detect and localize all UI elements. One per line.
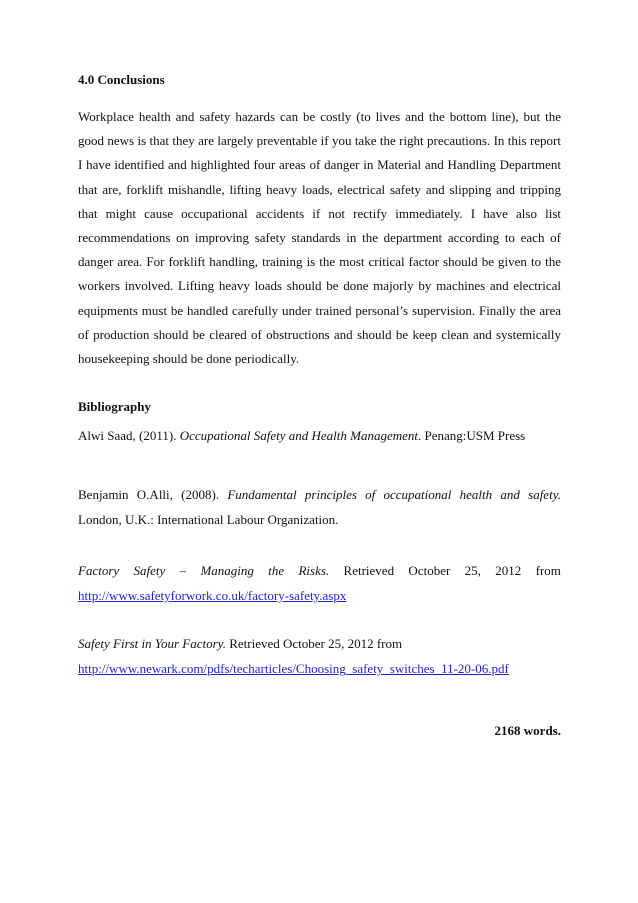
conclusions-paragraph: Workplace health and safety hazards can be costly (to lives and the bottom line), but the good news is that they are largely preventable if you take the right precautions. In this report I have identified and highlighted four areas of danger in Material and Handling Department that are, forklift mishandle, lifting heavy loads, electrical safety and slipping and tripping that might cause occupational accidents if not rectify immediately. I have also list recommendations on improving safety standards in the department according to each of danger area. For forklift handling, training is the most critical factor should be given to the workers involved. Lifting heavy loads should be done majorly by machines and electrical equipments must be handled carefully under trained personal’s supervision. Finally the area of production should be cleared of obstructions and should be keep clean and systemically housekeeping should be done periodically. — [78, 109, 561, 367]
conclusions-heading: 4.0 Conclusions — [78, 72, 165, 87]
reference-title: Safety First in Your Factory. — [78, 636, 226, 651]
reference-benjamin-alli — [78, 482, 561, 532]
reference-title: Occupational Safety and Health Management — [179, 428, 418, 443]
reference-title-word: Risks. — [298, 563, 330, 578]
reference-publisher: . Penang:USM Press — [417, 428, 526, 443]
reference-retrieved-word: 2012 — [495, 563, 522, 578]
bibliography-heading: Bibliography — [78, 399, 151, 414]
reference-url-link[interactable]: http://www.newark.com/pdfs/techarticles/Choosing_safety_switches_11-20-06.pdf — [78, 661, 509, 676]
reference-title: Fundamental principles of occupational health and safety. — [227, 487, 561, 502]
reference-author: Benjamin O.Alli, (2008). — [78, 487, 228, 502]
reference-title-word: Safety — [133, 563, 166, 578]
reference-retrieved-word: October — [408, 563, 451, 578]
reference-author: Alwi Saad, (2011). — [78, 428, 180, 443]
reference-title-word: the — [268, 563, 285, 578]
reference-retrieved-word: Retrieved — [343, 563, 395, 578]
reference-retrieved: Retrieved October 25, 2012 from — [225, 636, 403, 651]
reference-safety-first — [78, 631, 561, 681]
reference-factory-safety — [78, 558, 561, 608]
reference-title-line — [78, 558, 561, 583]
reference-title-word: – — [179, 563, 187, 578]
word-count: 2168 words. — [494, 723, 561, 738]
reference-retrieved-word: 25, — [464, 563, 481, 578]
reference-retrieved-word: from — [535, 563, 561, 578]
reference-title-word: Managing — [200, 563, 254, 578]
reference-publisher: London, U.K.: International Labour Organization. — [78, 512, 339, 527]
reference-url-link[interactable]: http://www.safetyforwork.co.uk/factory-safety.aspx — [78, 588, 347, 603]
reference-title-word: Factory — [78, 563, 120, 578]
reference-alwi-saad — [78, 423, 561, 448]
